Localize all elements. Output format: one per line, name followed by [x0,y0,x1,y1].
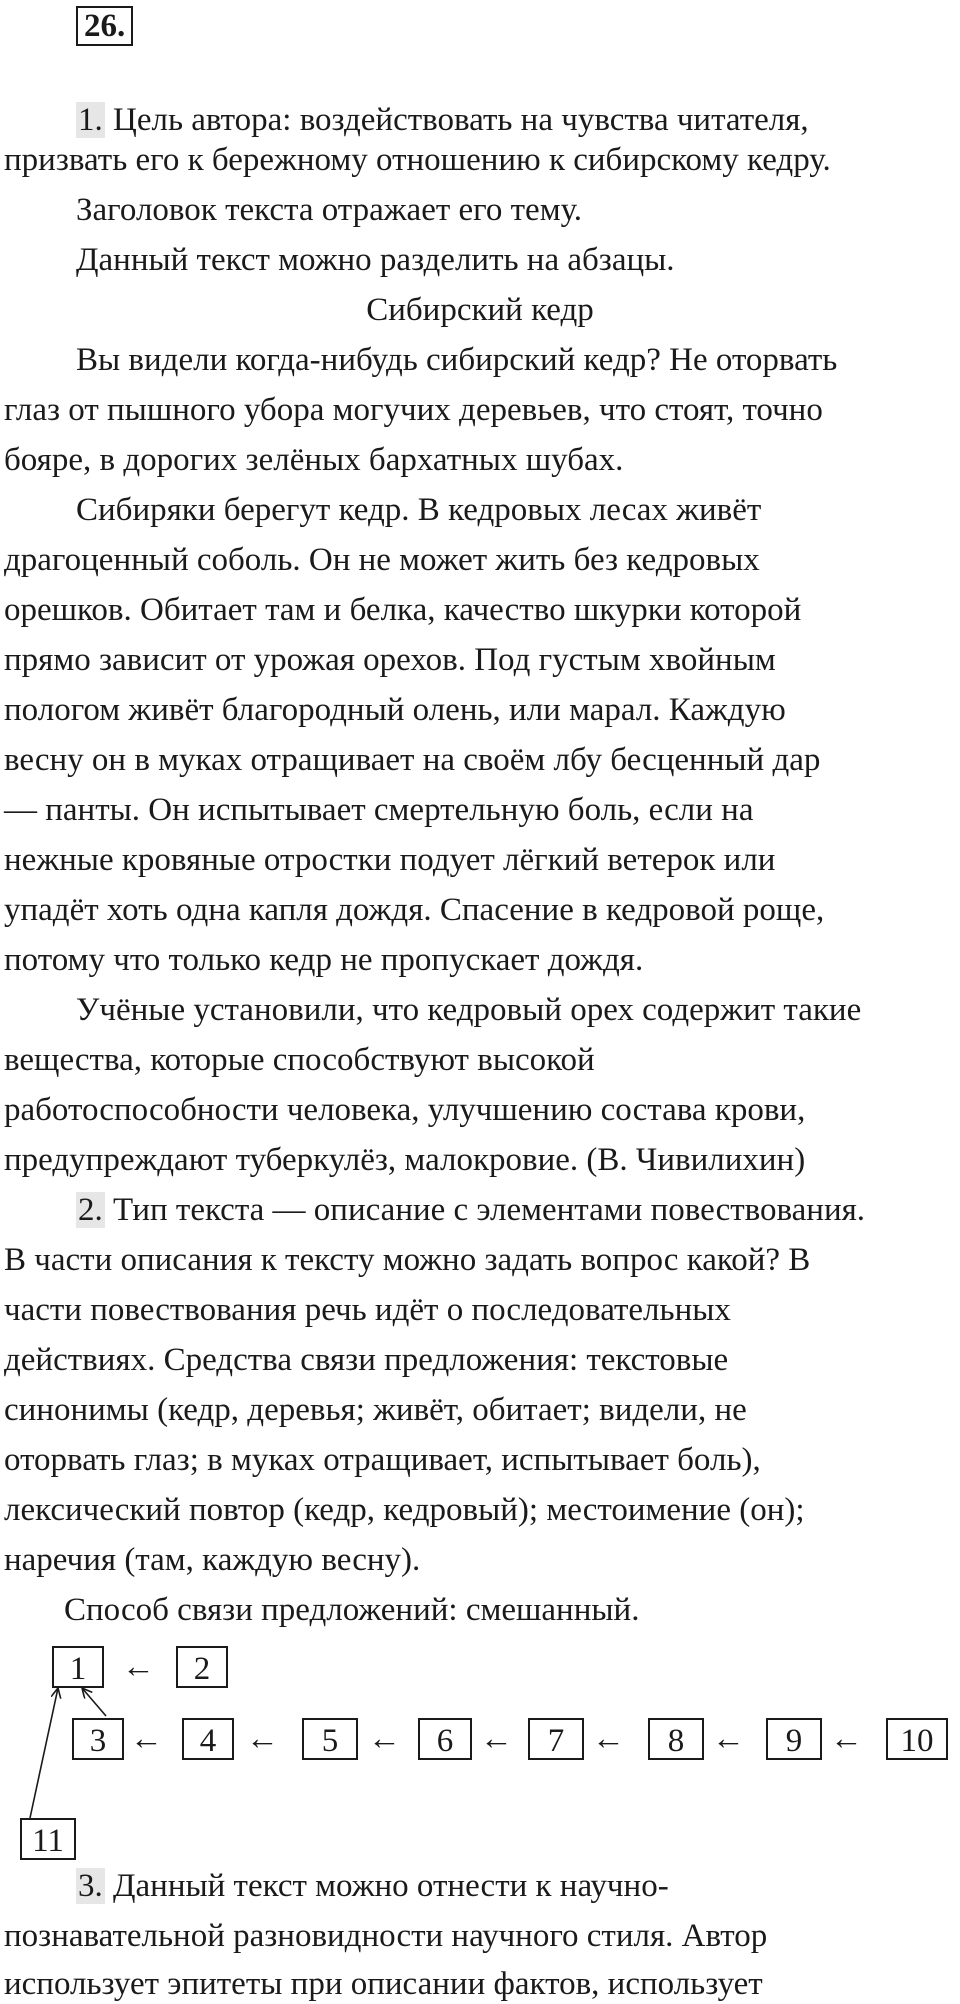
para-b-line: Сибиряки берегут кедр. В кедровых лесах живёт [76,492,762,528]
section-2-line: лексический повтор (кедр, кедровый); местоимение (он); [4,1492,805,1528]
left-arrow-icon: ← [122,1649,155,1685]
text-title: Сибирский кедр [366,292,594,328]
para-c-line: предупреждают туберкулёз, малокровие. (В. Чивилихин) [4,1142,806,1178]
diagram-box: 7 [528,1718,584,1760]
diagram-box: 2 [176,1646,228,1688]
para-b-line: драгоценный соболь. Он не может жить без кедровых [4,542,760,578]
left-arrow-icon: ← [246,1721,279,1757]
diagram-box: 1 [52,1646,104,1688]
para-a-line: бояре, в дорогих зелёных бархатных шубах. [4,442,624,478]
section-3-line-2: познавательной разновидности научного стиля. Автор [4,1918,768,1954]
para-b-line: пологом живёт благородный олень, или марал. Каждую [4,692,786,728]
diagram-box: 4 [182,1718,234,1760]
diagram-box: 10 [886,1718,948,1760]
para-b-line: орешков. Обитает там и белка, качество шкурки которой [4,592,802,628]
left-arrow-icon: ← [130,1721,163,1757]
para-b-line: прямо зависит от урожая орехов. Под густым хвойным [4,642,776,678]
para-b-line: потому что только кедр не пропускает дождя. [4,942,644,978]
section-2-line: В части описания к тексту можно задать вопрос какой? В [4,1242,811,1278]
diagram-box: 11 [20,1818,76,1860]
para-c-line: Учёные установили, что кедровый орех содержит такие [76,992,862,1028]
task-number: 26. [76,6,133,46]
diagram-box: 3 [72,1718,124,1760]
diagram-box: 9 [766,1718,822,1760]
left-arrow-icon: ← [830,1721,863,1757]
arrow-11-to-1 [30,1688,58,1818]
section-1-line-4: Данный текст можно разделить на абзацы. [76,242,675,278]
section-3-line-1 [76,1866,669,1906]
para-b-line: упадёт хоть одна капля дождя. Спасение в кедровой роще, [4,892,825,928]
para-b-line: весну он в муках отращивает на своём лбу бесценный дар [4,742,821,778]
section-3-line-3: использует эпитеты при описании фактов, использует [4,1966,763,2002]
section-2-number: 2. [78,1192,103,1228]
para-b-line: — панты. Он испытывает смертельную боль, если на [4,792,754,828]
para-c-line: вещества, которые способствуют высокой [4,1042,595,1078]
left-arrow-icon: ← [712,1721,745,1757]
arrow-3-to-1 [82,1688,106,1716]
left-arrow-icon: ← [480,1721,513,1757]
section-2-line: синонимы (кедр, деревья; живёт, обитает; видели, не [4,1392,747,1428]
section-2-line: наречия (там, каждую весну). [4,1542,421,1578]
section-2-line: действиях. Средства связи предложения: текстовые [4,1342,729,1378]
section-2-line: оторвать глаз; в муках отращивает, испытывает боль), [4,1442,761,1478]
section-1-text: Цель автора: воздействовать на чувства читателя, [104,102,809,138]
para-a-line: Вы видели когда-нибудь сибирский кедр? Не оторвать [76,342,838,378]
diagram-box: 6 [418,1718,472,1760]
task-number-text: 26 [84,8,117,44]
section-2-line: части повествования речь идёт о последовательных [4,1292,731,1328]
section-1-number: 1. [78,102,103,138]
connection-method: Способ связи предложений: смешанный. [64,1592,640,1628]
section-1-line-3: Заголовок текста отражает его тему. [76,192,583,228]
section-3-number: 3. [78,1868,103,1904]
section-2-text: Тип текста — описание с элементами повествования. [104,1192,866,1228]
left-arrow-icon: ← [592,1721,625,1757]
diagram-box: 8 [648,1718,704,1760]
para-a-line: глаз от пышного убора могучих деревьев, что стоят, точно [4,392,823,428]
para-c-line: работоспособности человека, улучшению состава крови, [4,1092,806,1128]
diagram-box: 5 [302,1718,358,1760]
left-arrow-icon: ← [368,1721,401,1757]
para-b-line: нежные кровяные отростки подует лёгкий ветерок или [4,842,776,878]
section-3-text: Данный текст можно отнести к научно- [104,1868,669,1904]
section-1-line-2: призвать его к бережному отношению к сибирскому кедру. [4,142,831,178]
